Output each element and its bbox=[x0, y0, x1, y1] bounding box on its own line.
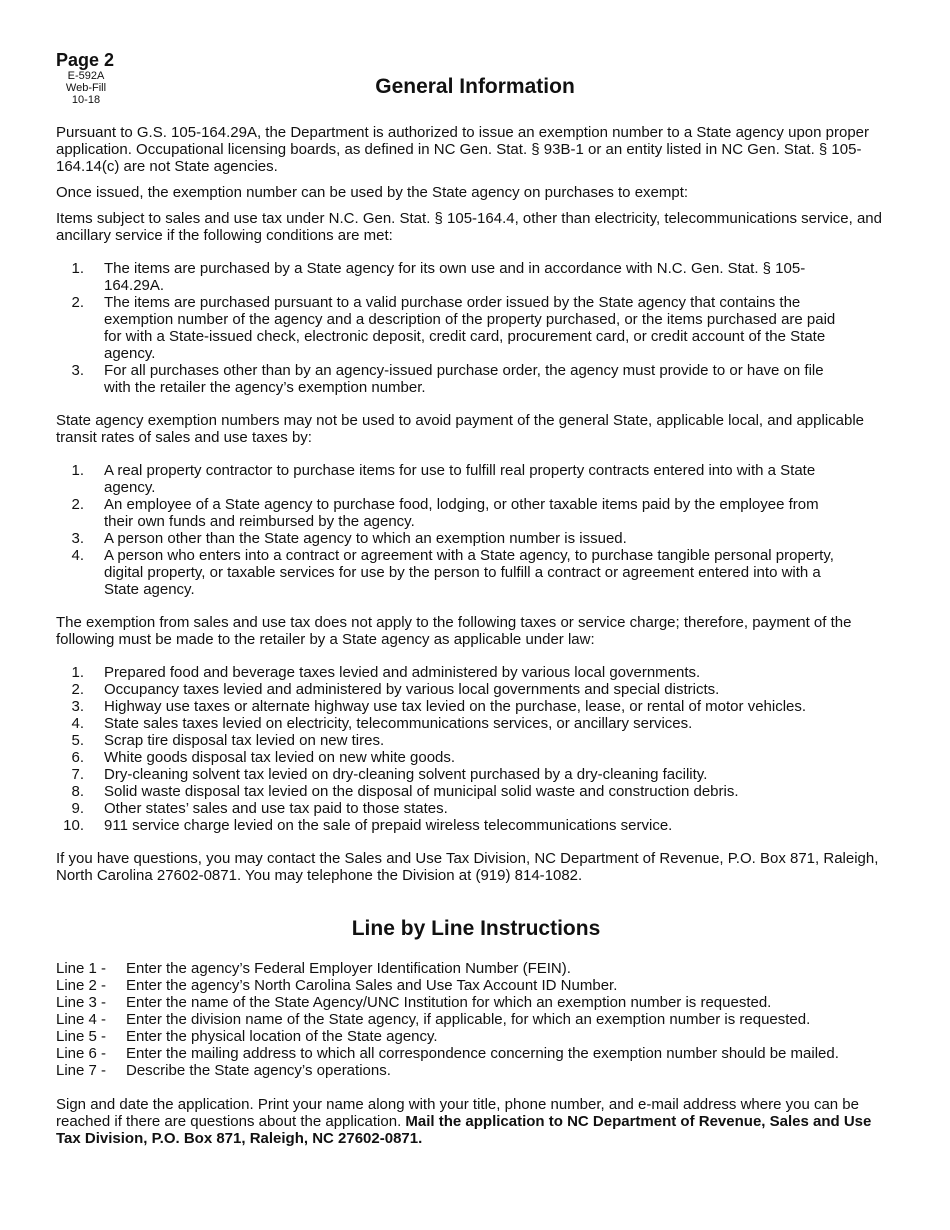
taxes-list bbox=[56, 664, 840, 834]
list-text: For all purchases other than by an agency-issued purchase order, the agency must provide to or have on file with the retailer the agency’s exemption number. bbox=[104, 362, 824, 396]
list-item bbox=[56, 698, 840, 715]
intro-paragraph: Pursuant to G.S. 105-164.29A, the Department is authorized to issue an exemption number to a State agency upon proper application. Occupational licensing boards, as defined in NC Gen. Stat. § 93B-1 or an entity listed in NC Gen. Stat. § 105-164.14(c) are not State agencies. bbox=[56, 124, 869, 175]
list-item bbox=[56, 766, 840, 783]
line-text: Enter the mailing address to which all correspondence concerning the exemption number should be mailed. bbox=[126, 1045, 839, 1062]
list-item bbox=[56, 783, 840, 800]
mail-address-text: Mail the application to NC Department of Revenue, Sales and Use Tax Division, P.O. Box 871, Raleigh, NC 27602-0871. bbox=[56, 1113, 872, 1147]
list-number: 10. bbox=[63, 817, 84, 834]
line-label: Line 1 - bbox=[56, 960, 107, 977]
list-item bbox=[56, 547, 840, 598]
line-label: Line 4 - bbox=[56, 1011, 107, 1028]
list-number: 4. bbox=[71, 547, 84, 564]
form-version: Web-Fill bbox=[65, 82, 107, 94]
list-text: A person other than the State agency to which an exemption number is issued. bbox=[104, 530, 627, 547]
list-item bbox=[56, 1062, 896, 1079]
line-label: Line 7 - bbox=[56, 1062, 107, 1079]
restrictions-paragraph: State agency exemption numbers may not be used to avoid payment of the general State, applicable local, and applicable transit rates of sales and use taxes by: bbox=[56, 412, 865, 446]
restrictions-list bbox=[56, 462, 840, 598]
line-text: Enter the physical location of the State agency. bbox=[126, 1028, 438, 1045]
list-text: Other states’ sales and use tax paid to those states. bbox=[104, 800, 448, 817]
list-number: 9. bbox=[71, 800, 84, 817]
line-instructions-list bbox=[56, 960, 896, 1079]
list-number: 4. bbox=[71, 715, 84, 732]
line-text: Enter the division name of the State agency, if applicable, for which an exemption number is requested. bbox=[126, 1011, 811, 1028]
form-id: E-592A bbox=[67, 70, 105, 82]
list-number: 8. bbox=[71, 783, 84, 800]
list-number: 5. bbox=[71, 732, 84, 749]
list-item bbox=[56, 664, 840, 681]
list-item bbox=[56, 681, 840, 698]
list-number: 2. bbox=[71, 681, 84, 698]
list-item bbox=[56, 1045, 896, 1062]
list-item bbox=[56, 362, 840, 396]
list-text: State sales taxes levied on electricity, telecommunications services, or ancillary services. bbox=[104, 715, 693, 732]
exemption-usage-paragraph: Once issued, the exemption number can be used by the State agency on purchases to exempt: bbox=[56, 184, 689, 201]
list-item bbox=[56, 960, 896, 977]
line-label: Line 2 - bbox=[56, 977, 107, 994]
line-instructions-title: Line by Line Instructions bbox=[351, 917, 601, 940]
list-item bbox=[56, 462, 840, 496]
list-number: 3. bbox=[71, 362, 84, 379]
list-item bbox=[56, 749, 840, 766]
conditions-list bbox=[56, 260, 840, 396]
list-number: 6. bbox=[71, 749, 84, 766]
list-item bbox=[56, 994, 896, 1011]
list-item bbox=[56, 530, 840, 547]
items-conditions-paragraph: Items subject to sales and use tax under N.C. Gen. Stat. § 105-164.4, other than electricity, telecommunications service, and ancillary service if the following conditions are met: bbox=[56, 210, 882, 244]
form-date: 10-18 bbox=[71, 94, 101, 106]
list-item bbox=[56, 715, 840, 732]
list-number: 2. bbox=[71, 294, 84, 311]
list-text: White goods disposal tax levied on new white goods. bbox=[104, 749, 456, 766]
line-label: Line 6 - bbox=[56, 1045, 107, 1062]
line-text: Enter the name of the State Agency/UNC Institution for which an exemption number is requested. bbox=[126, 994, 772, 1011]
line-text: Enter the agency’s Federal Employer Identification Number (FEIN). bbox=[126, 960, 571, 977]
list-text: Highway use taxes or alternate highway use tax levied on the purchase, lease, or rental of motor vehicles. bbox=[104, 698, 807, 715]
list-item bbox=[56, 977, 896, 994]
line-label: Line 5 - bbox=[56, 1028, 107, 1045]
list-number: 2. bbox=[71, 496, 84, 513]
sign-paragraph bbox=[56, 1096, 896, 1147]
list-item bbox=[56, 817, 840, 834]
list-text: The items are purchased pursuant to a valid purchase order issued by the State agency that contains the exemption number of the agency and a description of the property purchased, or the items purchased are paid for with a State-issued check, electronic deposit, credit card, procurement card, or credit account of the State agency. bbox=[104, 294, 836, 362]
list-item bbox=[56, 732, 840, 749]
list-text: An employee of a State agency to purchase food, lodging, or other taxable items paid by the employee from their own funds and reimbursed by the agency. bbox=[104, 496, 819, 530]
line-text: Enter the agency’s North Carolina Sales and Use Tax Account ID Number. bbox=[126, 977, 618, 994]
list-item bbox=[56, 1028, 896, 1045]
page-number: Page 2 bbox=[56, 50, 115, 70]
list-number: 3. bbox=[71, 698, 84, 715]
list-text: A real property contractor to purchase items for use to fulfill real property contracts entered into with a State agency. bbox=[104, 462, 816, 496]
list-item bbox=[56, 496, 840, 530]
general-information-title: General Information bbox=[375, 75, 575, 98]
list-text: Prepared food and beverage taxes levied and administered by various local governments. bbox=[104, 664, 701, 681]
list-text: Solid waste disposal tax levied on the disposal of municipal solid waste and construction debris. bbox=[104, 783, 739, 800]
line-label: Line 3 - bbox=[56, 994, 107, 1011]
list-number: 7. bbox=[71, 766, 84, 783]
list-text: 911 service charge levied on the sale of prepaid wireless telecommunications service. bbox=[104, 817, 673, 834]
list-text: Scrap tire disposal tax levied on new tires. bbox=[104, 732, 385, 749]
list-text: Occupancy taxes levied and administered by various local governments and special districts. bbox=[104, 681, 720, 698]
contact-paragraph: If you have questions, you may contact the Sales and Use Tax Division, NC Department of Revenue, P.O. Box 871, Raleigh, North Carolina 27602-0871. You may telephone the Division at (919) 814-1082. bbox=[56, 850, 879, 884]
line-text: Describe the State agency’s operations. bbox=[126, 1062, 391, 1079]
list-number: 1. bbox=[71, 260, 84, 277]
list-item bbox=[56, 1011, 896, 1028]
list-item bbox=[56, 260, 840, 294]
list-text: A person who enters into a contract or agreement with a State agency, to purchase tangible personal property, digital property, or taxable services for use by the person to fulfill a contract or agreement entered into with a State agency. bbox=[104, 547, 834, 598]
list-item bbox=[56, 800, 840, 817]
document-body bbox=[56, 124, 896, 1156]
list-number: 1. bbox=[71, 462, 84, 479]
list-number: 1. bbox=[71, 664, 84, 681]
list-text: The items are purchased by a State agency for its own use and in accordance with N.C. Gen. Stat. § 105-164.29A. bbox=[104, 260, 806, 294]
list-number: 3. bbox=[71, 530, 84, 547]
taxes-paragraph: The exemption from sales and use tax does not apply to the following taxes or service charge; therefore, payment of the following must be made to the retailer by a State agency as applicable under law: bbox=[56, 614, 852, 648]
list-item bbox=[56, 294, 840, 362]
sign-text: Sign and date the application. Print your name along with your title, phone number, and e-mail address where you can be reached if there are questions about the application. bbox=[56, 1096, 859, 1130]
list-text: Dry-cleaning solvent tax levied on dry-cleaning solvent purchased by a dry-cleaning facility. bbox=[104, 766, 708, 783]
